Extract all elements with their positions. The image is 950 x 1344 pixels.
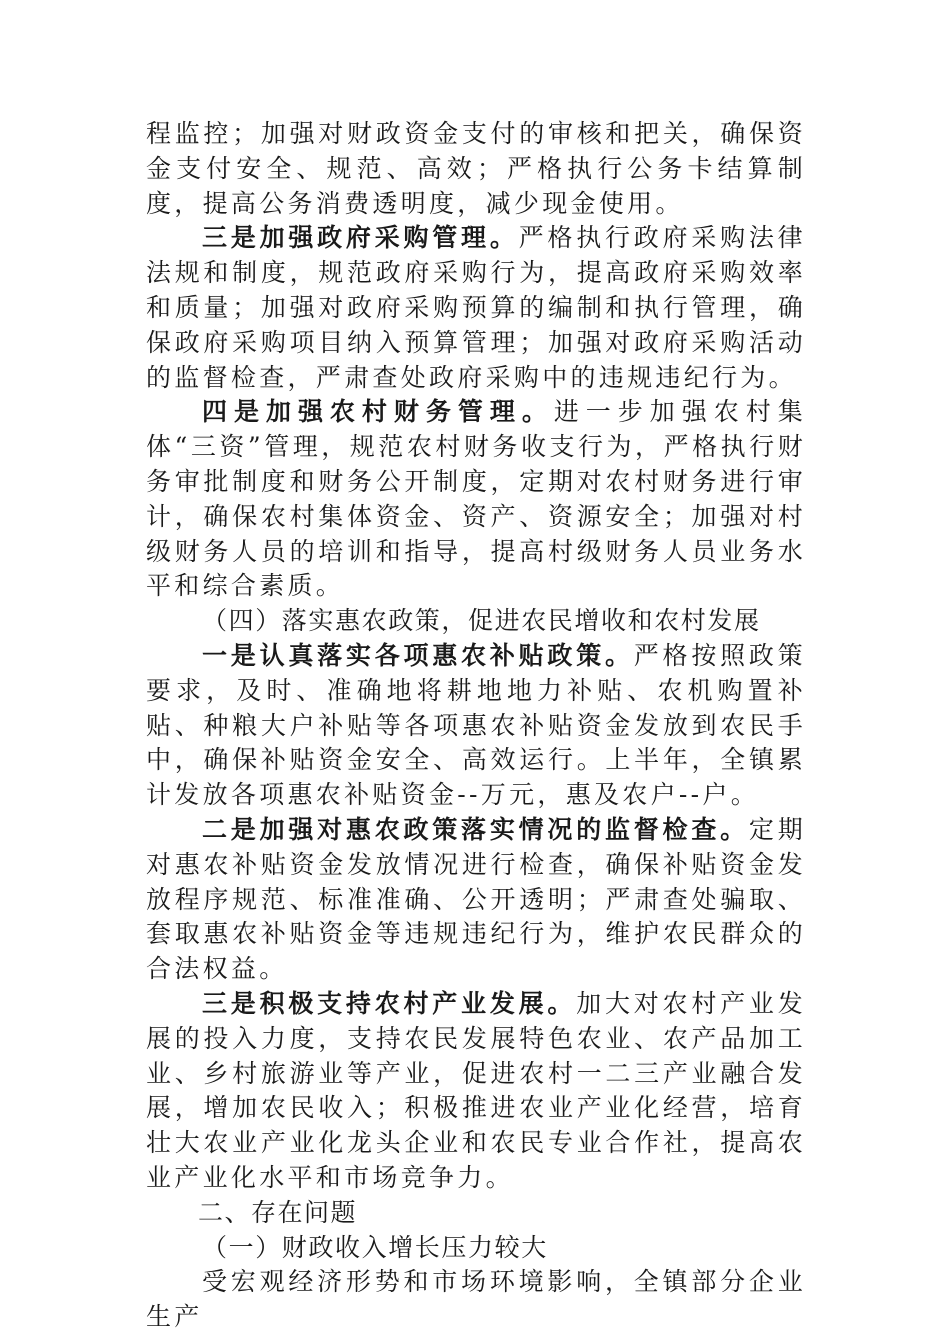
paragraph-text: 受宏观经济形势和市场环境影响，全镇部分企业生产 — [146, 1267, 806, 1332]
paragraph-rural-industry — [146, 987, 806, 1196]
paragraph-lead: 二是加强对惠农政策落实情况的监督检查。 — [202, 814, 749, 844]
document-body — [146, 117, 806, 1335]
paragraph-text: 进一步加强农村集体“三资”管理，规范农村财务收支行为，严格执行财务审批制度和财务公开制度，定期对农村财务进行审计，确保农村集体资金、资产、资源安全；加强对村级财务人员的培训和指导，提高村级财务人员业务水平和综合素质。 — [146, 397, 806, 601]
paragraph-lead: 三是加强政府采购管理。 — [202, 223, 519, 253]
paragraph-rural-finance — [146, 395, 806, 604]
paragraph-text: 程监控；加强对财政资金支付的审核和把关，确保资金支付安全、规范、高效；严格执行公务卡结算制度，提高公务消费透明度，减少现金使用。 — [146, 119, 806, 218]
paragraph-text: 严格按照政策要求，及时、准确地将耕地地力补贴、农机购置补贴、种粮大户补贴等各项惠农补贴资金发放到农民手中，确保补贴资金安全、高效运行。上半年，全镇累计发放各项惠农补贴资金--万元，惠及农户--户。 — [146, 640, 806, 810]
paragraph-fiscal-payment-continued — [146, 117, 806, 221]
paragraph-text: 严格执行政府采购法律法规和制度，规范政府采购行为，提高政府采购效率和质量；加强对政府采购预算的编制和执行管理，确保政府采购项目纳入预算管理；加强对政府采购活动的监督检查，严肃查处政府采购中的违规违纪行为。 — [146, 223, 806, 392]
paragraph-text: 加大对农村产业发展的投入力度，支持农民发展特色农业、农产品加工业、乡村旅游业等产业，促进农村一二三产业融合发展，增加农民收入；积极推进农业产业化经营，培育壮大农业产业化龙头企业和农民专业合作社，提高农业产业化水平和市场竞争力。 — [146, 988, 806, 1192]
paragraph-lead: 四是加强农村财务管理。 — [202, 397, 554, 427]
paragraph-revenue-pressure — [146, 1265, 806, 1335]
subheading-revenue-pressure: （一）财政收入增长压力较大 — [202, 1232, 548, 1262]
subheading-farm-policy: （四）落实惠农政策，促进农民增收和农村发展 — [202, 606, 761, 636]
paragraph-government-procurement — [146, 221, 806, 395]
paragraph-lead: 一是认真落实各项惠农补贴政策。 — [202, 640, 634, 670]
paragraph-subsidy-policy — [146, 639, 806, 813]
section-heading-problems: 二、存在问题 — [198, 1197, 358, 1227]
paragraph-policy-supervision — [146, 813, 806, 987]
paragraph-text: 定期对惠农补贴资金发放情况进行检查，确保补贴资金发放程序规范、标准准确、公开透明；严肃查处骗取、套取惠农补贴资金等违规违纪行为，维护农民群众的合法权益。 — [146, 814, 806, 984]
paragraph-lead: 三是积极支持农村产业发展。 — [202, 988, 577, 1018]
